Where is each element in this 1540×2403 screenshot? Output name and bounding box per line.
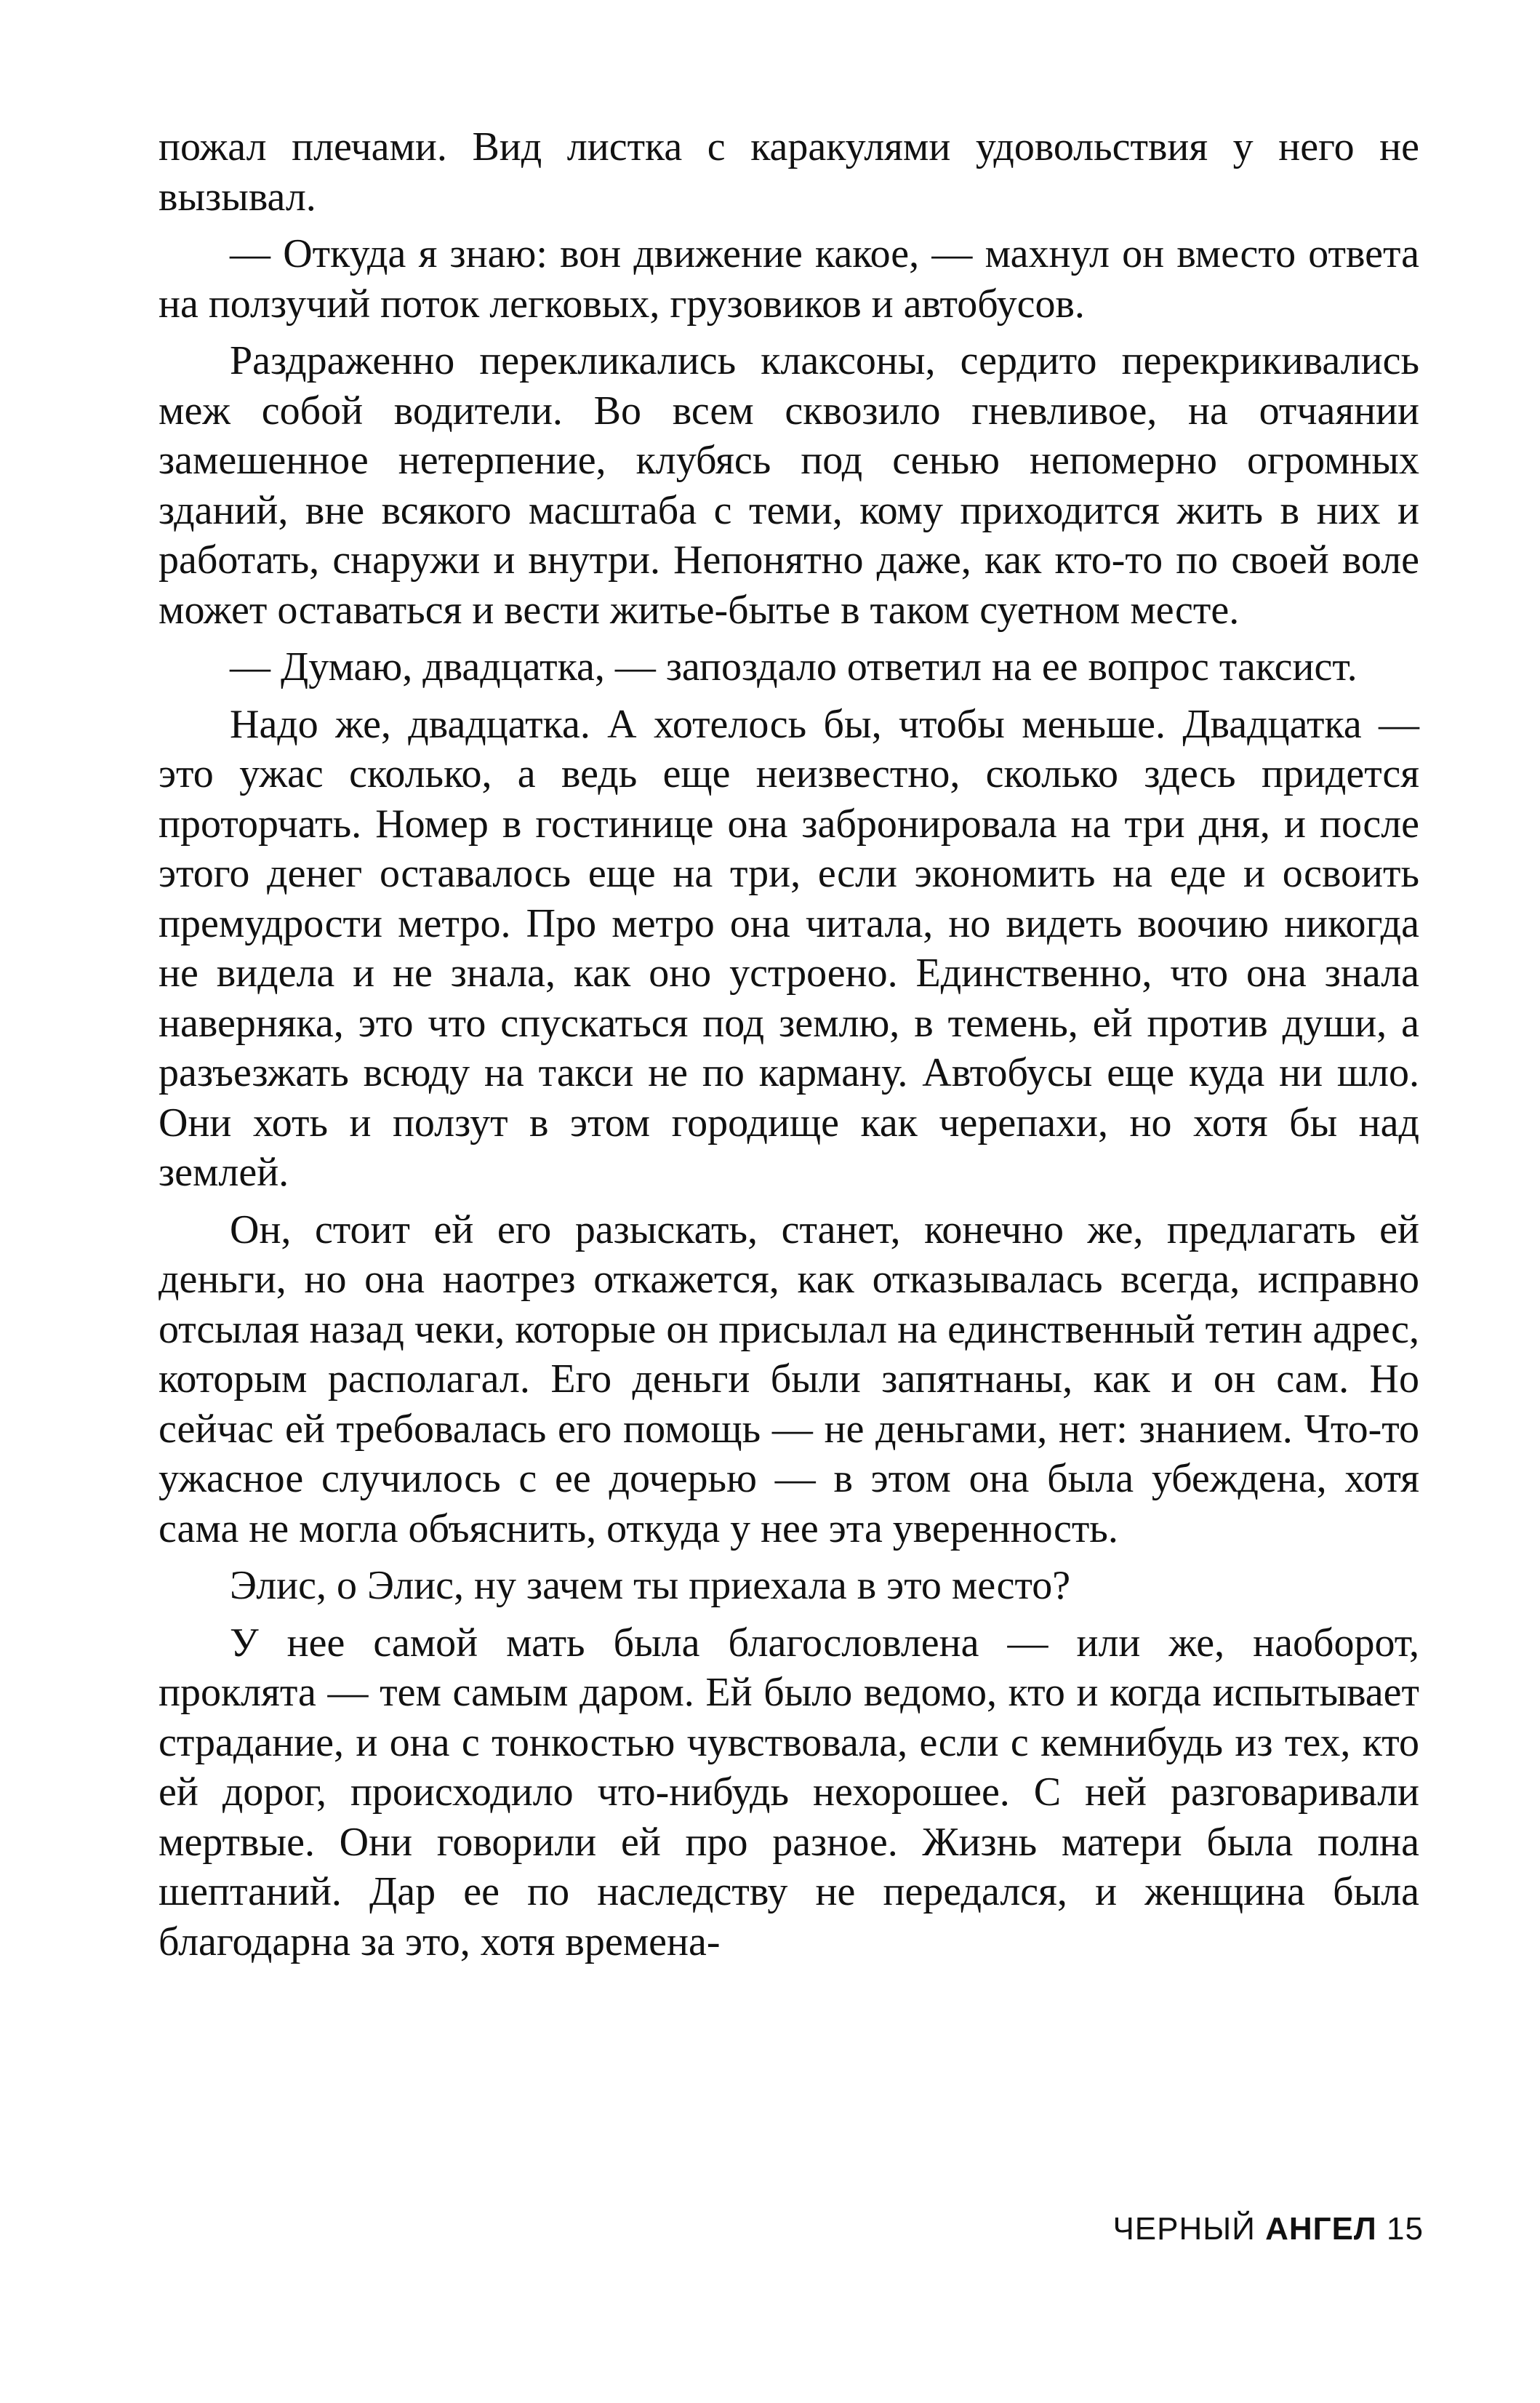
footer-title-bold: АНГЕЛ [1265,2211,1377,2247]
page-number: 15 [1387,2211,1424,2247]
body-text [159,122,1419,1974]
paragraph-4: — Думаю, двадцатка, — запоздало ответил на ее вопрос таксист. [230,644,1357,689]
footer-title-regular: ЧЕРНЫЙ [1112,2211,1256,2247]
paragraph-6: Он, стоит ей его разыскать, станет, конечно же, предлагать ей деньги, но она наотрез откажется, как отказывалась всегда, исправно отсылая назад чеки, которые он присылал на единственный тетин адрес, которым располагал. Его деньги были запятнаны, как и он сам. Но сейчас ей требовалась его помощь — не деньгами, нет: знанием. Что-то ужасное случилось с ее дочерью — в этом она была убеждена, хотя сама не могла объяснить, откуда у нее эта уверенность. [159,1207,1419,1551]
paragraph-3: Раздраженно перекликались клаксоны, сердито перекрикивались меж собой водители. Во всем сквозило гневливое, на отчаянии замешенное нетерпение, клубясь под сенью непомерно огромных зданий, вне всякого масштаба с теми, кому приходится жить в них и работать, снаружи и внутри. Непонятно даже, как кто-то по своей воле может оставаться и вести житье-бытье в таком суетном месте. [159,338,1419,633]
paragraph-7: Элис, о Элис, ну зачем ты приехала в это место? [230,1563,1071,1608]
paragraph-8: У нее самой мать была благословлена — или же, наоборот, проклята — тем самым даром. Ей было ведомо, кто и когда испытывает страдание, и она с тонкостью чувствовала, если с кемнибудь из тех, кто ей дорог, происходило что-нибудь нехорошее. С ней разговаривали мертвые. Они говорили ей про разное. Жизнь матери была полна шептаний. Дар ее по наследству не передался, и женщина была благодарна за это, хотя времена- [159,1620,1419,1964]
paragraph-2: — Откуда я знаю: вон движение какое, — махнул он вместо ответа на ползучий поток легковых, грузовиков и автобусов. [159,231,1419,327]
running-footer [1112,2211,1424,2247]
paragraph-1: пожал плечами. Вид листка с каракулями удовольствия у него не вызывал. [159,124,1419,220]
paragraph-5: Надо же, двадцатка. А хотелось бы, чтобы меньше. Двадцатка — это ужас сколько, а ведь еще неизвестно, сколько здесь придется проторчать. Номер в гостинице она забронировала на три дня, и после этого денег оставалось еще на три, если экономить на еде и освоить премудрости метро. Про метро она читала, но видеть воочию никогда не видела и не знала, как оно устроено. Единственно, что она знала наверняка, это что спускаться под землю, в темень, ей против души, а разъезжать всюду на такси не по карману. Автобусы еще куда ни шло. Они хоть и ползут в этом городище как черепахи, но хотя бы над землей. [159,701,1419,1195]
